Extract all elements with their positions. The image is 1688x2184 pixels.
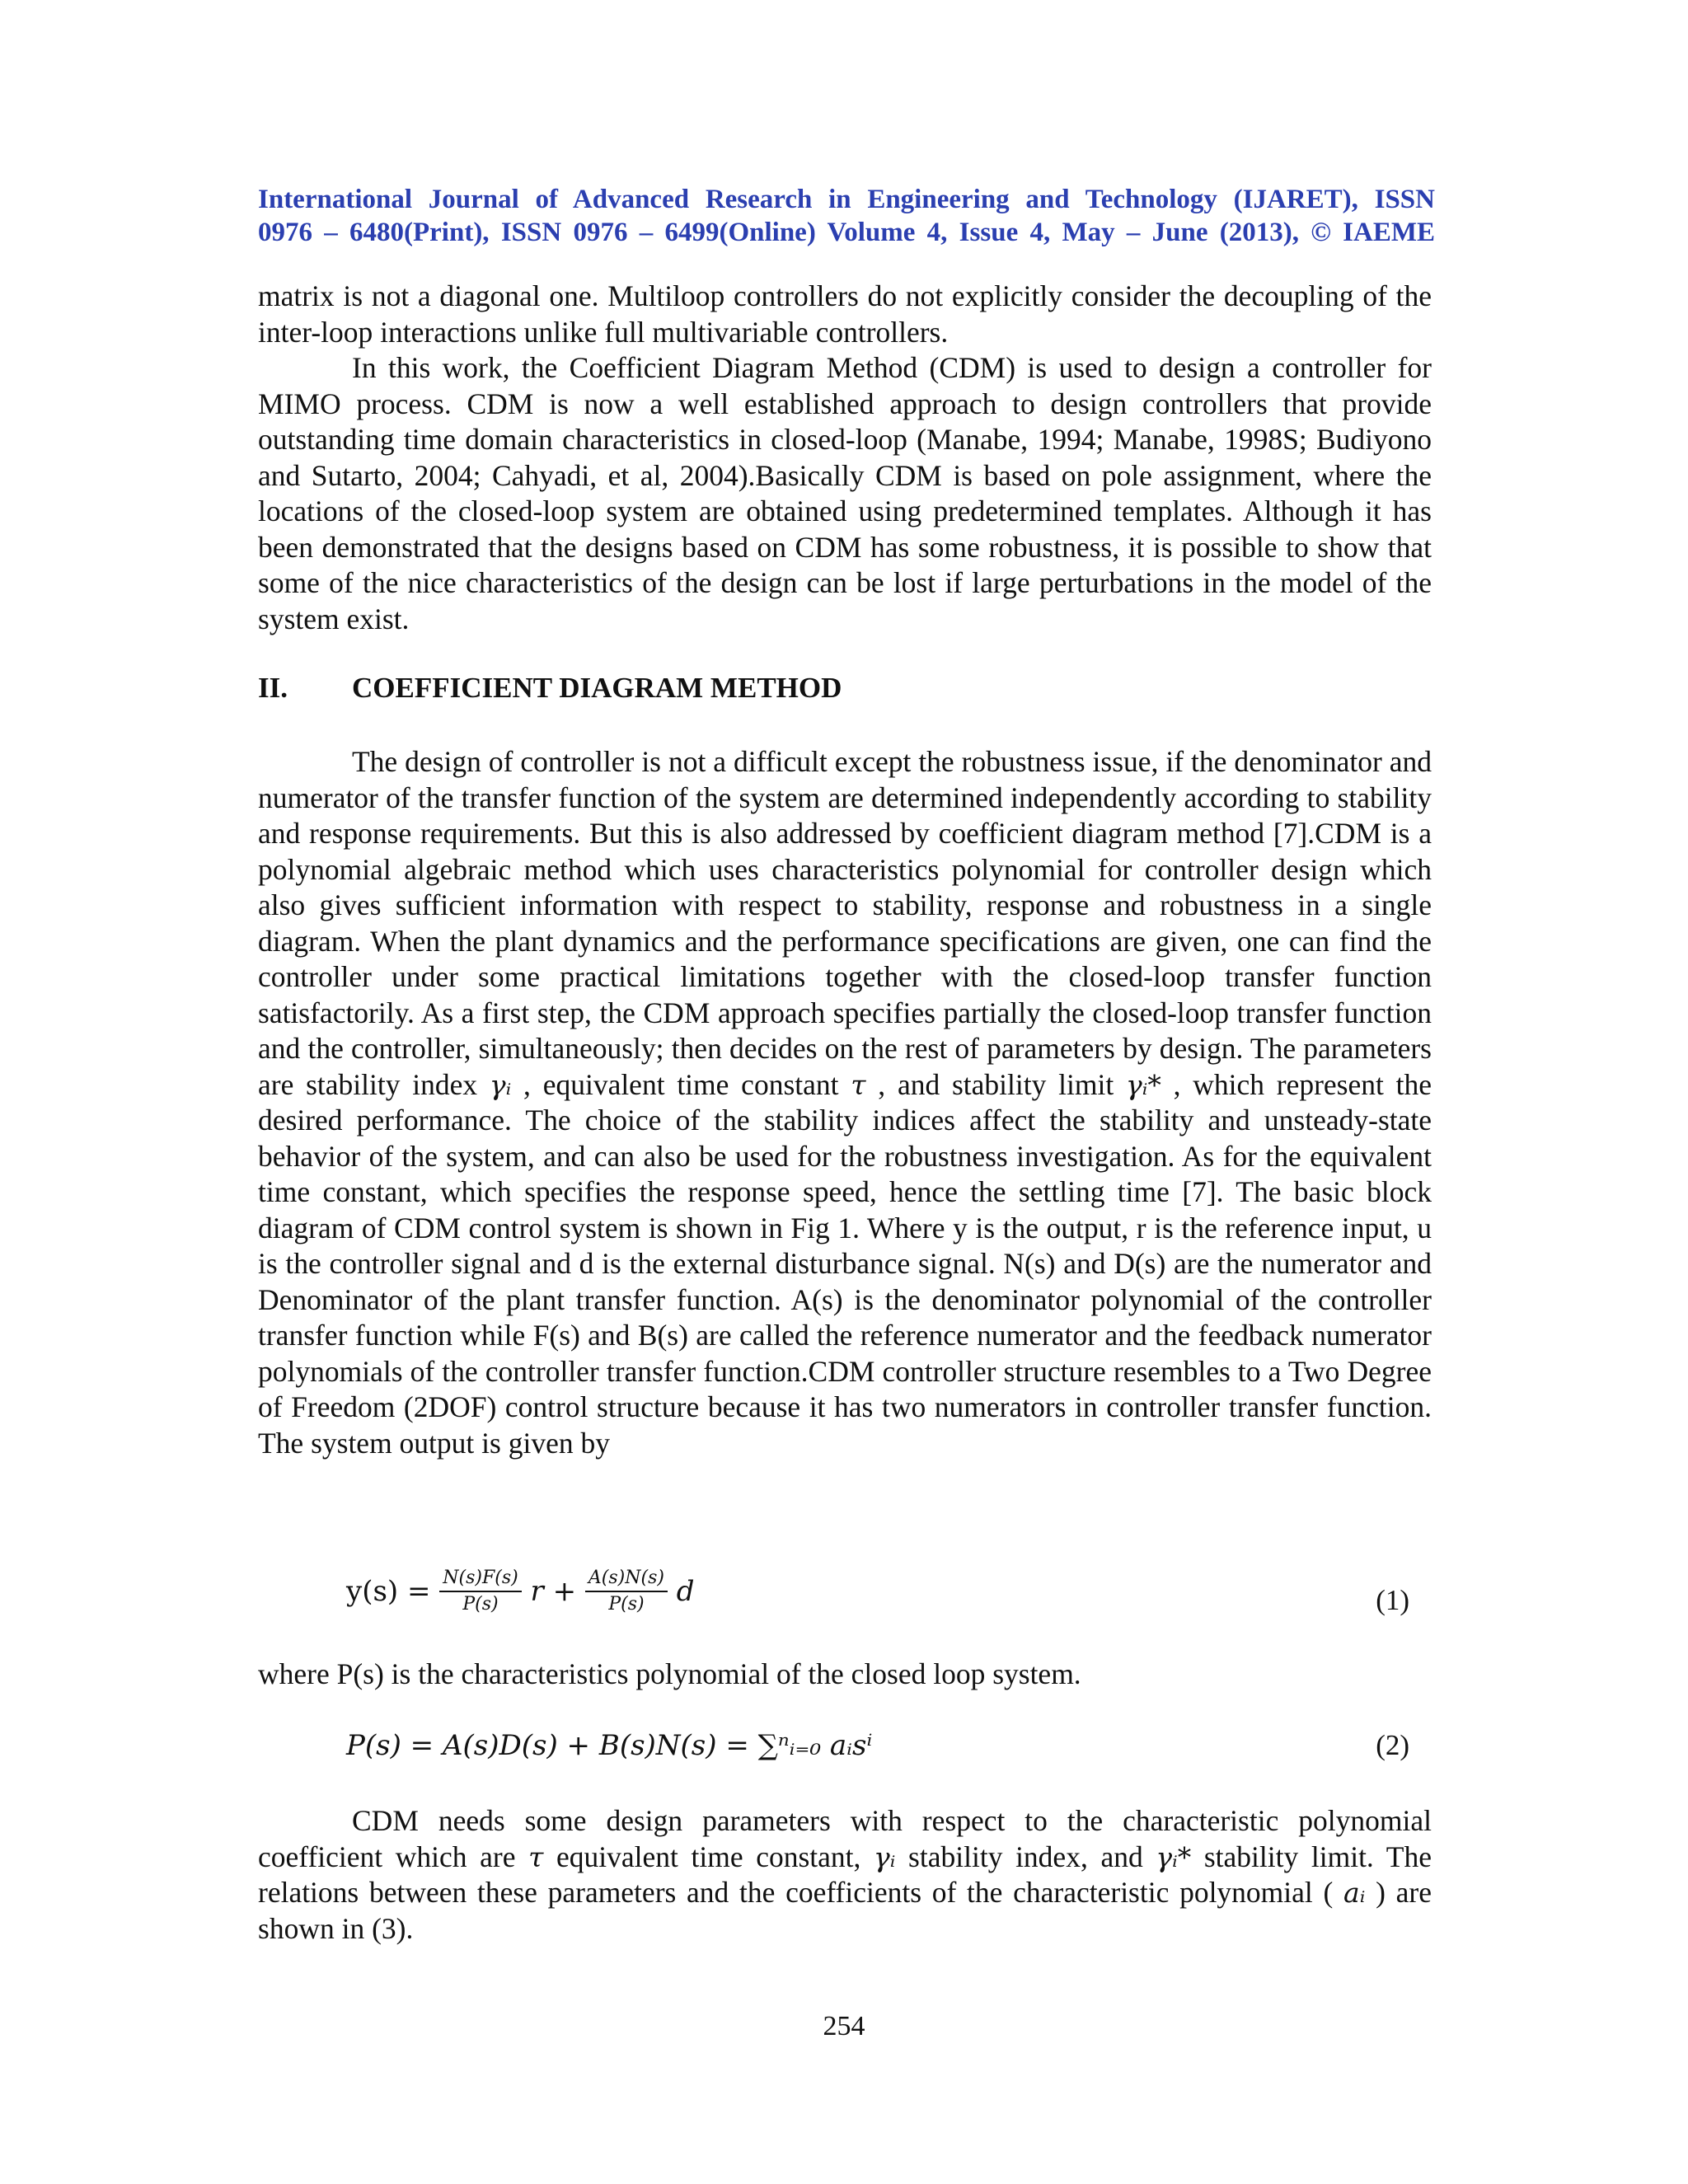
- gamma-i-symbol: γᵢ: [489, 1068, 512, 1101]
- fraction-numerator: N(s)F(s): [439, 1566, 521, 1592]
- gamma-i-star-symbol: γᵢ*: [1125, 1068, 1161, 1101]
- gamma-i-star-symbol: γᵢ*: [1156, 1840, 1192, 1873]
- text-run: stability limit. The relations between these parameters and the coefficients of the characteristic polynomial (: [258, 1840, 1432, 1909]
- text-run: CDM needs some design parameters with respect to the characteristic polynomial coefficient which are: [258, 1804, 1432, 1873]
- page-number: 254: [823, 2011, 865, 2041]
- paragraph-cdm-intro: [258, 350, 1432, 637]
- paragraph-text: In this work, the Coefficient Diagram Method (CDM) is used to design a controller for MIMO process. CDM is now a well established approach to design controllers that provide outstanding time domain characteristics in closed-loop (Manabe, 1994; Manabe, 1998S; Budiyono and Sutarto, 2004; Cahyadi, et al, 2004).Basically CDM is based on pole assignment, where the locations of the closed-loop system are obtained using predetermined templates. Although it has been demonstrated that the designs based on CDM has some robustness, it is possible to show that some of the nice characteristics of the design can be lost if large perturbations in the model of the system exist.: [258, 351, 1432, 635]
- section-number: II.: [258, 672, 288, 704]
- text-run: , and stability limit: [865, 1067, 1126, 1101]
- paragraph-text: [258, 1803, 1432, 1947]
- equation-1-lhs: y(s) =: [346, 1575, 431, 1608]
- text-run: , which represent the desired performance. The choice of the stability indices affect the stability and unsteady-state behavior of the system, and can also be used for the robustness investigation. As for the equivalent time constant, which specifies the response speed, hence the settling time [7]. The basic block diagram of CDM control system is shown in Fig 1. Where y is the output, r is the reference input, u is the controller signal and d is the external disturbance signal. N(s) and D(s) are the numerator and Denominator of the plant transfer function. A(s) is the denominator polynomial of the controller transfer function while F(s) and B(s) are called the reference numerator and the feedback numerator polynomials of the controller transfer function.CDM controller structure resembles to a Two Degree of Freedom (2DOF) control structure because it has two numerators in controller transfer function. The system output is given by: [258, 1067, 1432, 1460]
- paragraph-text: [258, 744, 1432, 1461]
- journal-header: [258, 183, 1435, 249]
- equation-1-fraction-2: [585, 1566, 668, 1617]
- fraction-numerator: A(s)N(s): [585, 1566, 668, 1592]
- paragraph-cdm-description: [258, 744, 1432, 1461]
- equation-1: [346, 1566, 1409, 1640]
- tau-symbol: τ: [528, 1840, 544, 1873]
- paragraph-intro-continuation: [258, 279, 1432, 350]
- a-i-symbol: aᵢ: [1343, 1877, 1366, 1909]
- equation-2-text: P(s) = A(s)D(s) + B(s)N(s) = ∑ⁿᵢ₌₀ aᵢsⁱ: [346, 1729, 873, 1762]
- journal-header-line-1: International Journal of Advanced Research in Engineering and Technology (IJARET), ISSN: [258, 185, 1435, 214]
- section-heading: [258, 672, 842, 705]
- equation-1-fraction-1: [439, 1566, 521, 1617]
- text-run: The design of controller is not a difficult except the robustness issue, if the denominator and numerator of the transfer function of the system are determined independently according to stability and response requirements. But this is also addressed by coefficient diagram method [7].CDM is a polynomial algebraic method which uses characteristics polynomial for controller design which also gives sufficient information with respect to stability, response and robustness in a single diagram. When the plant dynamics and the performance specifications are given, one can find the controller under some practical limitations together with the closed-loop transfer function satisfactorily. As a first step, the CDM approach specifies partially the closed-loop transfer function and the controller, simultaneously; then decides on the rest of parameters by design. The parameters are stability index: [258, 745, 1432, 1101]
- fraction-denominator: P(s): [608, 1594, 645, 1615]
- equation-1-middle: r +: [530, 1575, 577, 1608]
- paragraph-text: where P(s) is the characteristics polynomial of the closed loop system.: [258, 1657, 1081, 1690]
- tau-symbol: τ: [851, 1068, 866, 1101]
- fraction-denominator: P(s): [462, 1594, 499, 1615]
- paragraph-design-parameters: [258, 1803, 1432, 1947]
- paragraph-where-p: [258, 1657, 1432, 1693]
- text-run: equivalent time constant,: [543, 1840, 874, 1873]
- text-run: ) are shown in (3).: [258, 1876, 1432, 1945]
- text-run: stability index, and: [895, 1840, 1156, 1873]
- equation-1-tail: d: [676, 1575, 695, 1608]
- equation-1-number: (1): [1376, 1584, 1409, 1616]
- paragraph-text: matrix is not a diagonal one. Multiloop controllers do not explicitly consider the decoupling of the inter-loop interactions unlike full multivariable controllers.: [258, 279, 1432, 349]
- section-title: COEFFICIENT DIAGRAM METHOD: [352, 672, 842, 704]
- equation-2-number: (2): [1376, 1729, 1409, 1761]
- equation-2: [346, 1729, 1409, 1762]
- text-run: , equivalent time constant: [511, 1067, 851, 1101]
- gamma-i-symbol: γᵢ: [874, 1840, 896, 1873]
- journal-header-line-2: 0976 – 6480(Print), ISSN 0976 – 6499(Online) Volume 4, Issue 4, May – June (2013), © IAEME: [258, 218, 1435, 247]
